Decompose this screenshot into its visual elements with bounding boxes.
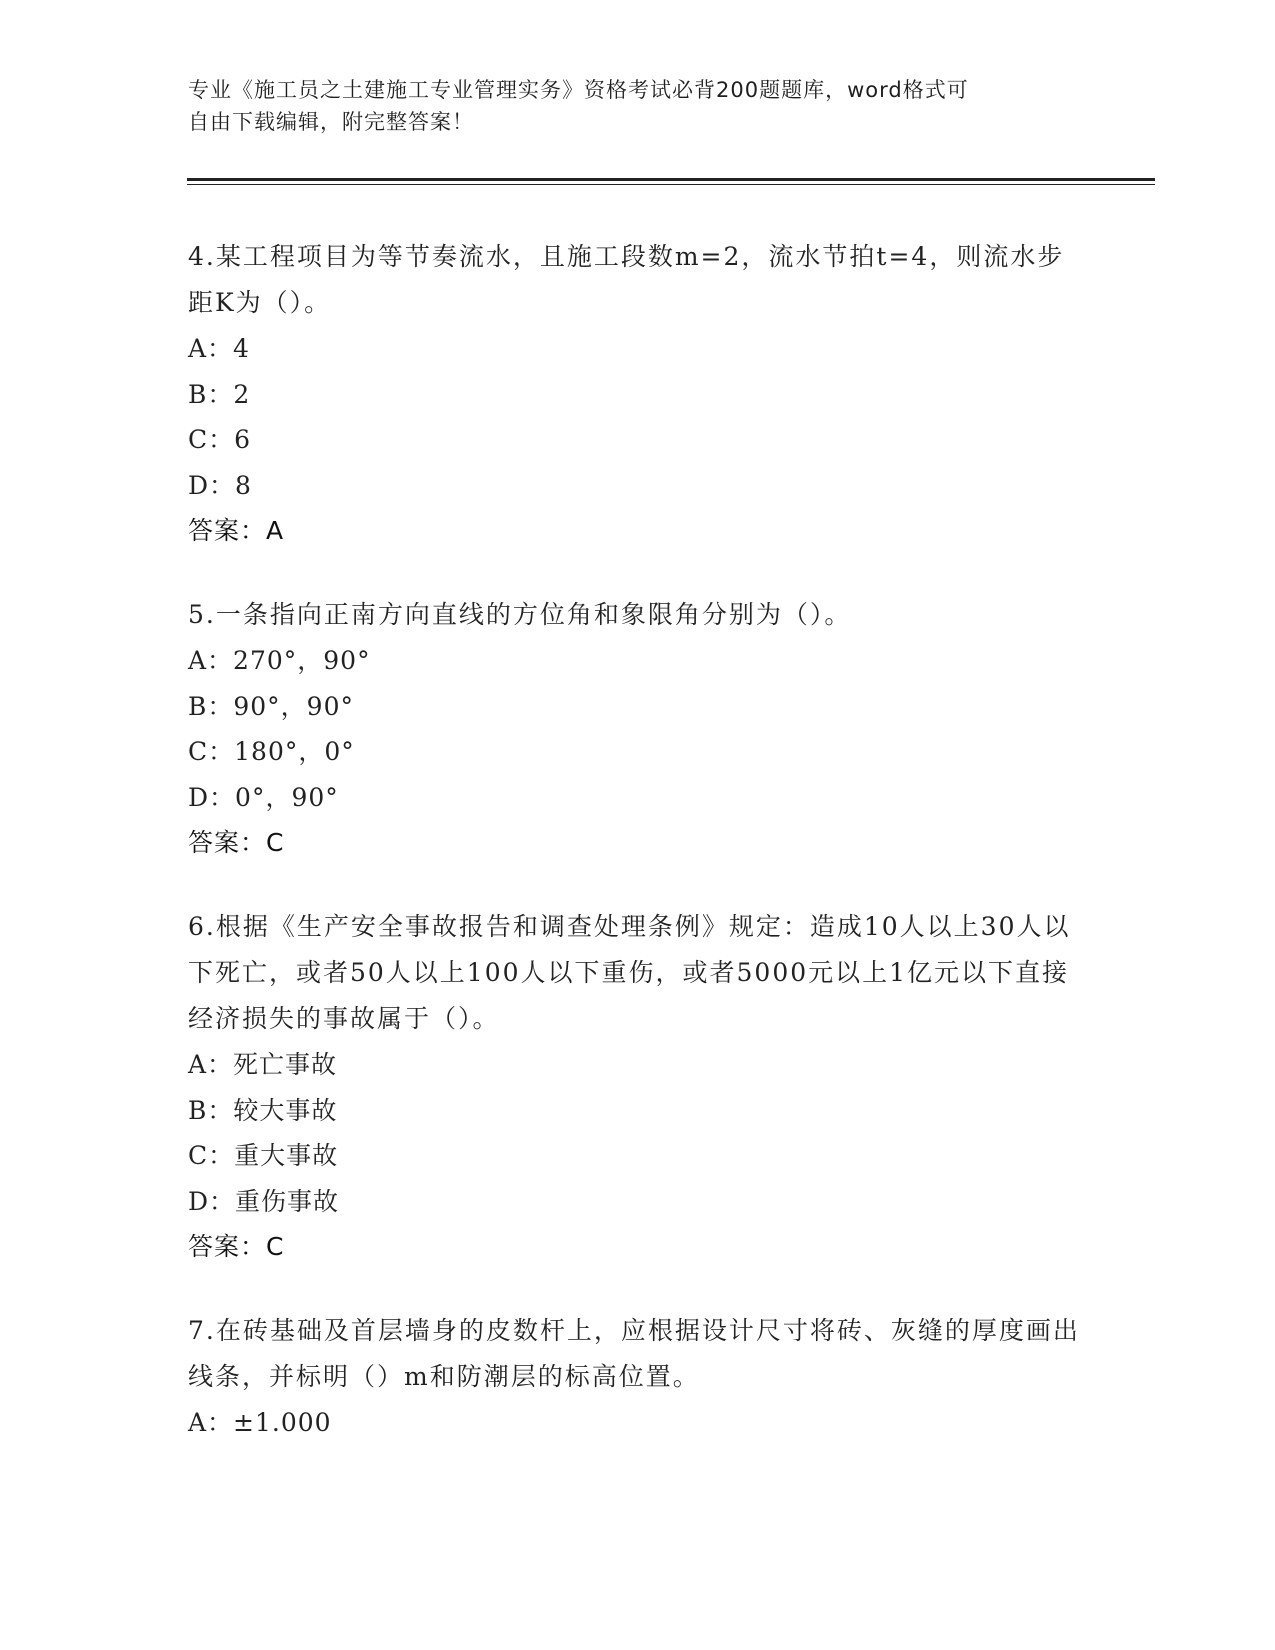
question-text: 6.根据《生产安全事故报告和调查处理条例》规定：造成10人以上30人以下死亡，或者50人以上100人以下重伤，或者5000元以上1亿元以下直接经济损失的事故属于（）。 [188, 912, 1071, 1033]
question-text: 7.在砖基础及首层墙身的皮数杆上，应根据设计尺寸将砖、灰缝的厚度画出线条，并标明（）m和防潮层的标高位置。 [188, 1316, 1080, 1391]
header-divider-thin [187, 184, 1155, 185]
question-text: 5.一条指向正南方向直线的方位角和象限角分别为（）。 [188, 600, 852, 629]
option-c: C：6 [188, 425, 252, 454]
answer-line: 答案：C [188, 828, 285, 857]
document-header [188, 74, 1088, 138]
option-a: A：死亡事故 [188, 1050, 338, 1079]
option-a: A：±1.000 [188, 1408, 332, 1437]
header-line-1: 专业《施工员之土建施工专业管理实务》资格考试必背200题题库，word格式可 [188, 78, 969, 102]
question-text: 4.某工程项目为等节奏流水，且施工段数m=2，流水节拍t=4，则流水步距K为（）。 [188, 242, 1065, 317]
question-list [188, 234, 1088, 1484]
option-a: A：4 [188, 334, 250, 363]
question-4 [188, 234, 1088, 554]
option-b: B：较大事故 [188, 1095, 338, 1125]
option-c: C：180°，0° [188, 737, 355, 766]
header-line-2: 自由下载编辑，附完整答案！ [188, 110, 474, 134]
option-b: B：2 [188, 379, 251, 409]
option-d: D：0°，90° [188, 782, 339, 812]
option-b: B：90°，90° [188, 691, 354, 721]
question-5 [188, 592, 1088, 866]
option-d: D：重伤事故 [188, 1186, 340, 1216]
question-6 [188, 904, 1088, 1270]
answer-line: 答案：A [188, 516, 285, 545]
answer-line: 答案：C [188, 1232, 285, 1261]
header-divider-thick [187, 178, 1155, 181]
question-7 [188, 1308, 1088, 1446]
option-a: A：270°，90° [188, 646, 371, 675]
option-d: D：8 [188, 470, 252, 500]
option-c: C：重大事故 [188, 1141, 339, 1170]
